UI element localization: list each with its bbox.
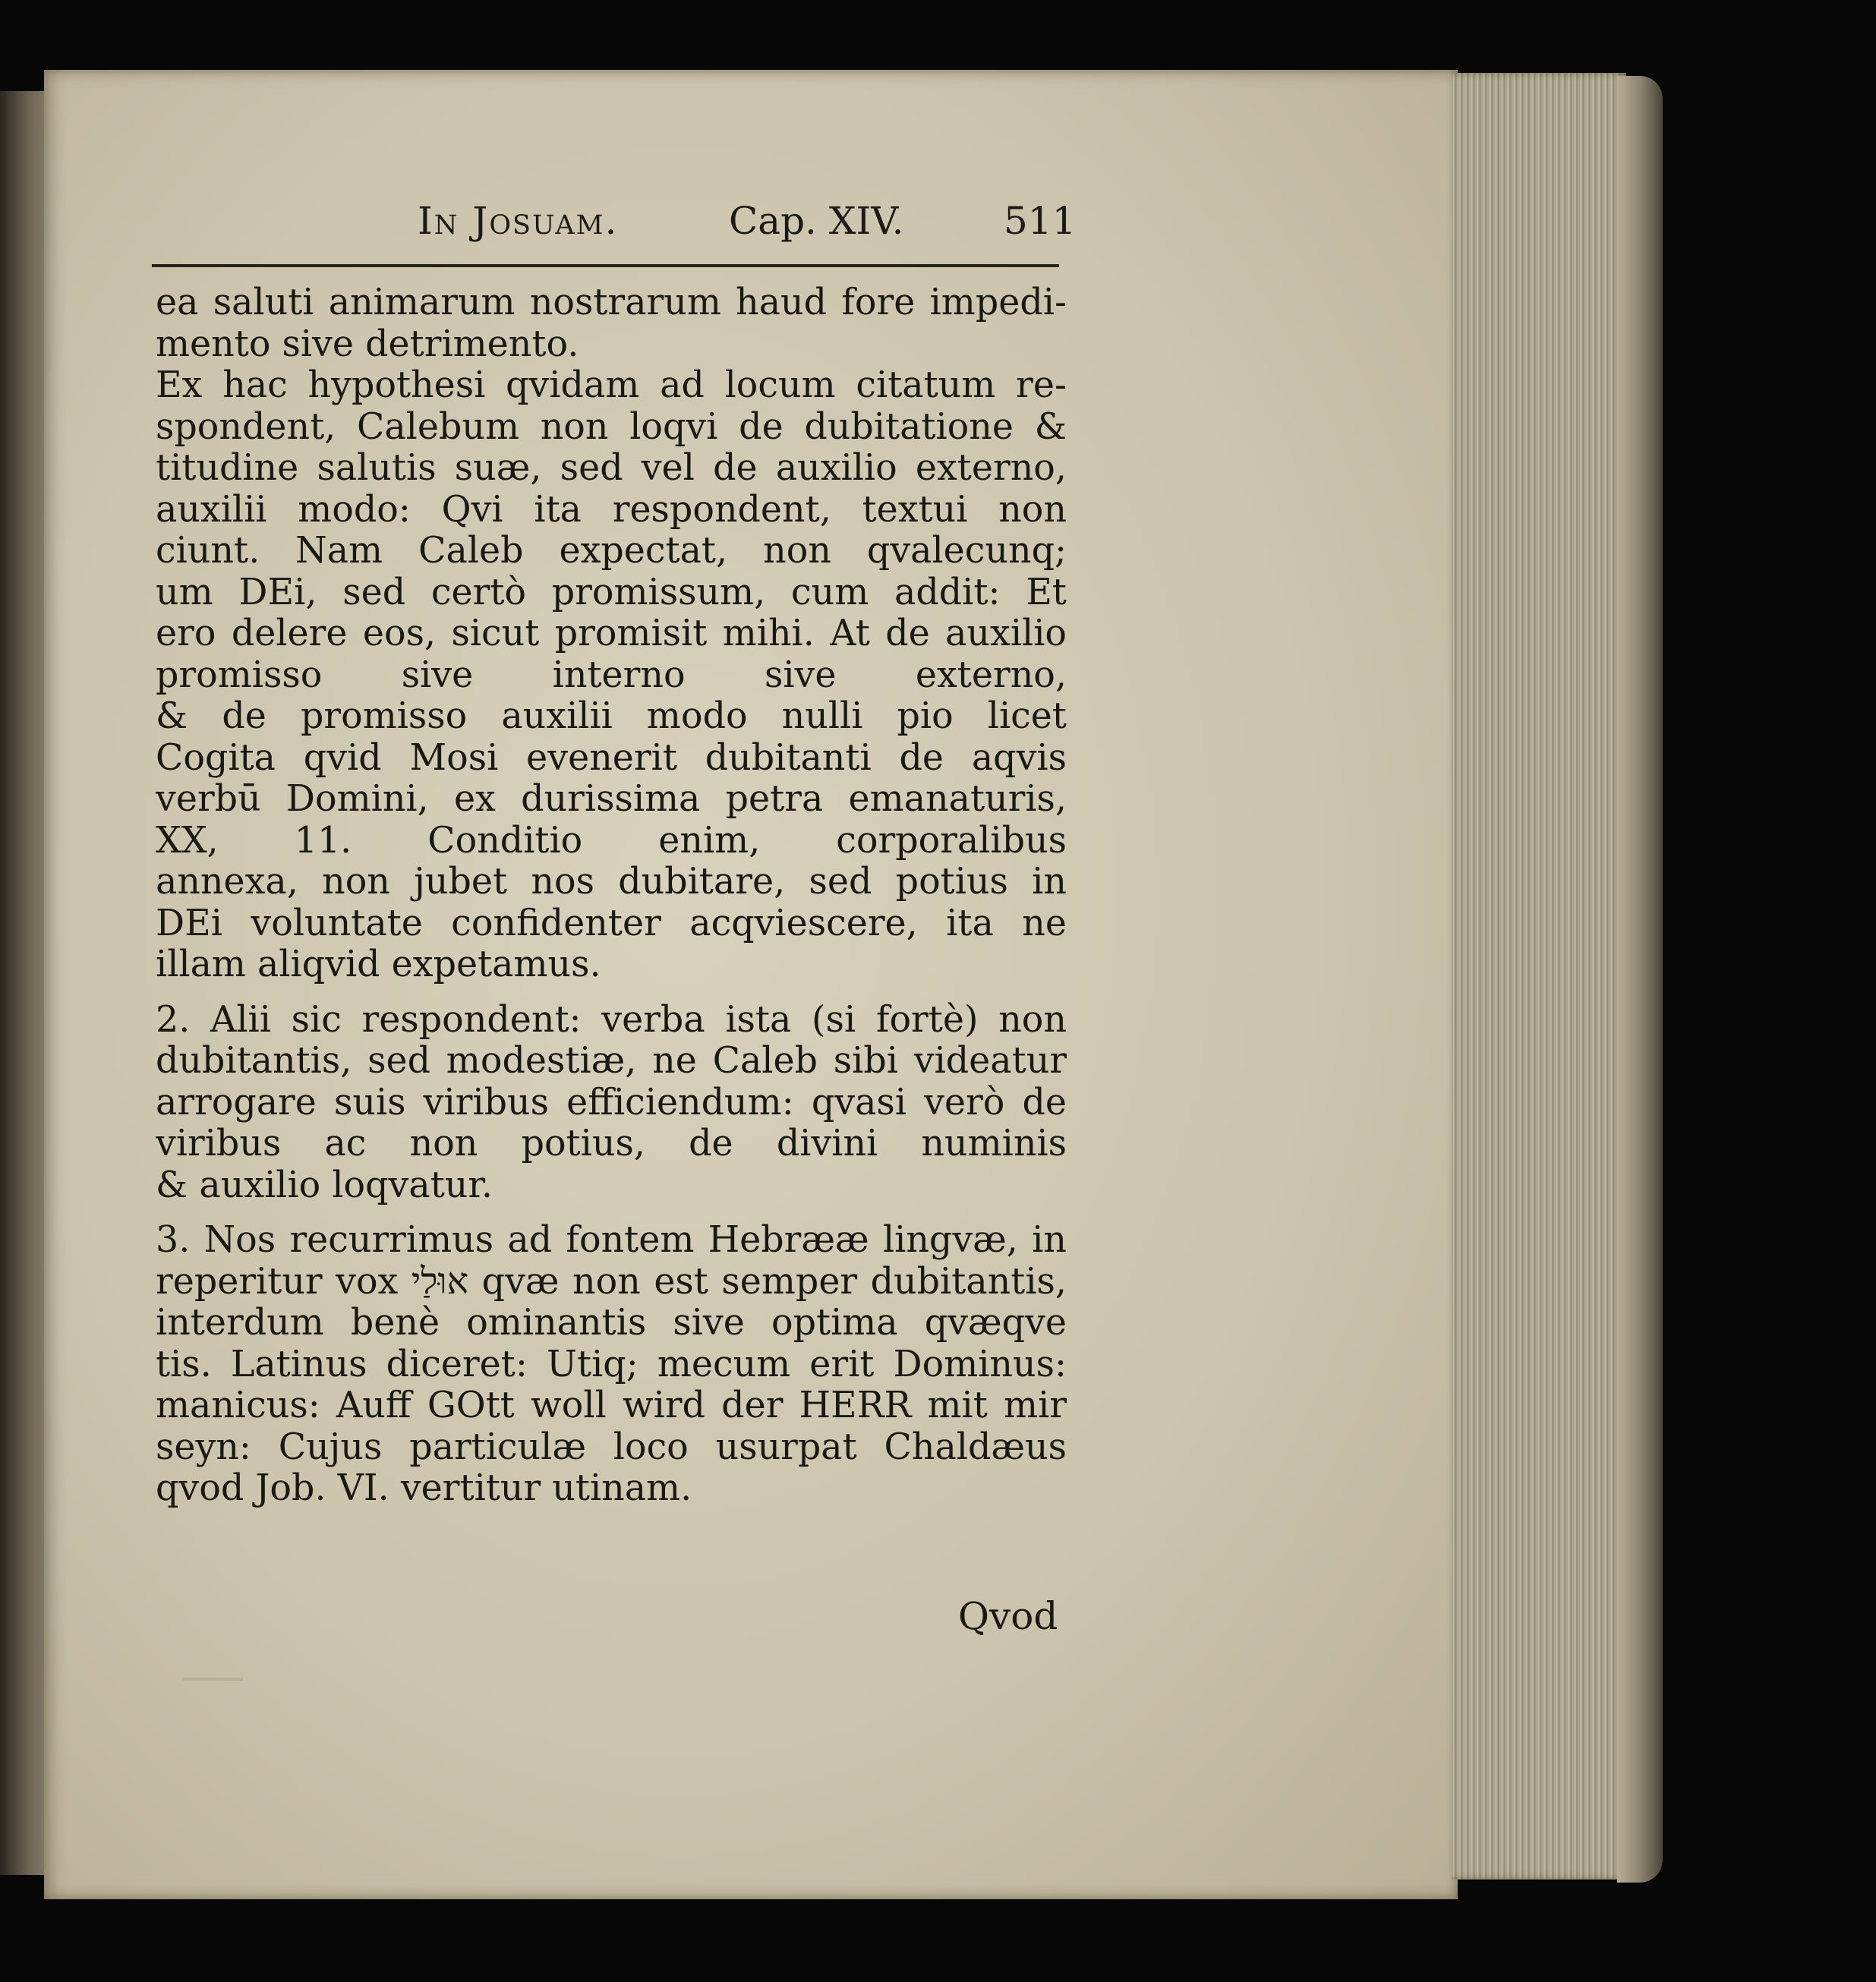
text-line: titudine salutis suæ, sed vel de auxilio externo,: [156, 448, 1067, 489]
text-line: viribus ac non potius, de divini numinis: [156, 1123, 1067, 1164]
text-line: & auxilio loqvatur.: [156, 1164, 493, 1206]
binding-edge: [1617, 76, 1663, 1883]
page-number: 511: [1004, 199, 1077, 243]
body-text: [156, 282, 1067, 1510]
text-line: annexa, non jubet nos dubitare, sed potius in: [156, 862, 1067, 903]
text-line: auxilii modo: Qvi ita respondent, textui non: [156, 489, 1067, 531]
text-line: ero delere eos, sicut promisit mihi. At de auxilio: [156, 613, 1067, 654]
fore-edge: [1452, 73, 1626, 1880]
header-rule: [152, 264, 1059, 267]
text-line: dubitantis, sed modestiæ, ne Caleb sibi videatur: [156, 1041, 1067, 1082]
text-line: Cogita qvid Mosi evenerit dubitanti de aqvis: [156, 737, 1067, 779]
text-line: manicus: Auff GOtt woll wird der HERR mit mir: [156, 1385, 1067, 1426]
text-line: ciunt. Nam Caleb expectat, non qvalecunq;: [156, 531, 1067, 572]
page-header: [152, 199, 1077, 252]
text-line: um DEi, sed certò promissum, cum addit: Et: [156, 572, 1067, 613]
text-line: 3. Nos recurrimus ad fontem Hebrææ lingvæ, in: [156, 1220, 1067, 1261]
text-line: tis. Latinus diceret: Utiq; mecum erit Dominus:: [156, 1344, 1067, 1385]
text-line: DEi voluntate confidenter acqviescere, ita ne: [156, 903, 1067, 944]
text-line: seyn: Cujus particulæ loco usurpat Chaldæus: [156, 1426, 1067, 1468]
catchword: Qvod: [958, 1594, 1058, 1638]
text-line: ea saluti animarum nostrarum haud fore impedi-: [156, 282, 1067, 323]
text-line: promisso sive interno sive externo,: [156, 654, 1067, 696]
text-line: 2. Alii sic respondent: verba ista (si fortè) non: [156, 999, 1067, 1041]
text-line: spondent, Calebum non loqvi de dubitatione &: [156, 406, 1067, 448]
text-line: & de promisso auxilii modo nulli pio licet: [156, 696, 1067, 737]
chapter-label: Cap. XIV.: [729, 199, 904, 243]
text-line: interdum benè ominantis sive optima qvæqve: [156, 1303, 1067, 1344]
text-line: qvod Job. VI. vertitur utinam.: [156, 1467, 692, 1509]
text-line: verbū Domini, ex durissima petra emanaturis,: [156, 779, 1067, 820]
text-line: reperitur vox אוּלַי qvæ non est semper dubitantis,: [156, 1261, 1067, 1303]
text-line: arrogare suis viribus efficiendum: qvasi verò de: [156, 1082, 1067, 1123]
text-line: mento sive detrimento.: [156, 323, 579, 365]
text-line: Ex hac hypothesi qvidam ad locum citatum re-: [156, 365, 1067, 406]
text-line: XX, 11. Conditio enim, corporalibus: [156, 820, 1067, 862]
text-line: illam aliqvid expetamus.: [156, 944, 601, 985]
faded-mark: [182, 1678, 243, 1681]
running-head: In Josuam.: [418, 199, 619, 243]
